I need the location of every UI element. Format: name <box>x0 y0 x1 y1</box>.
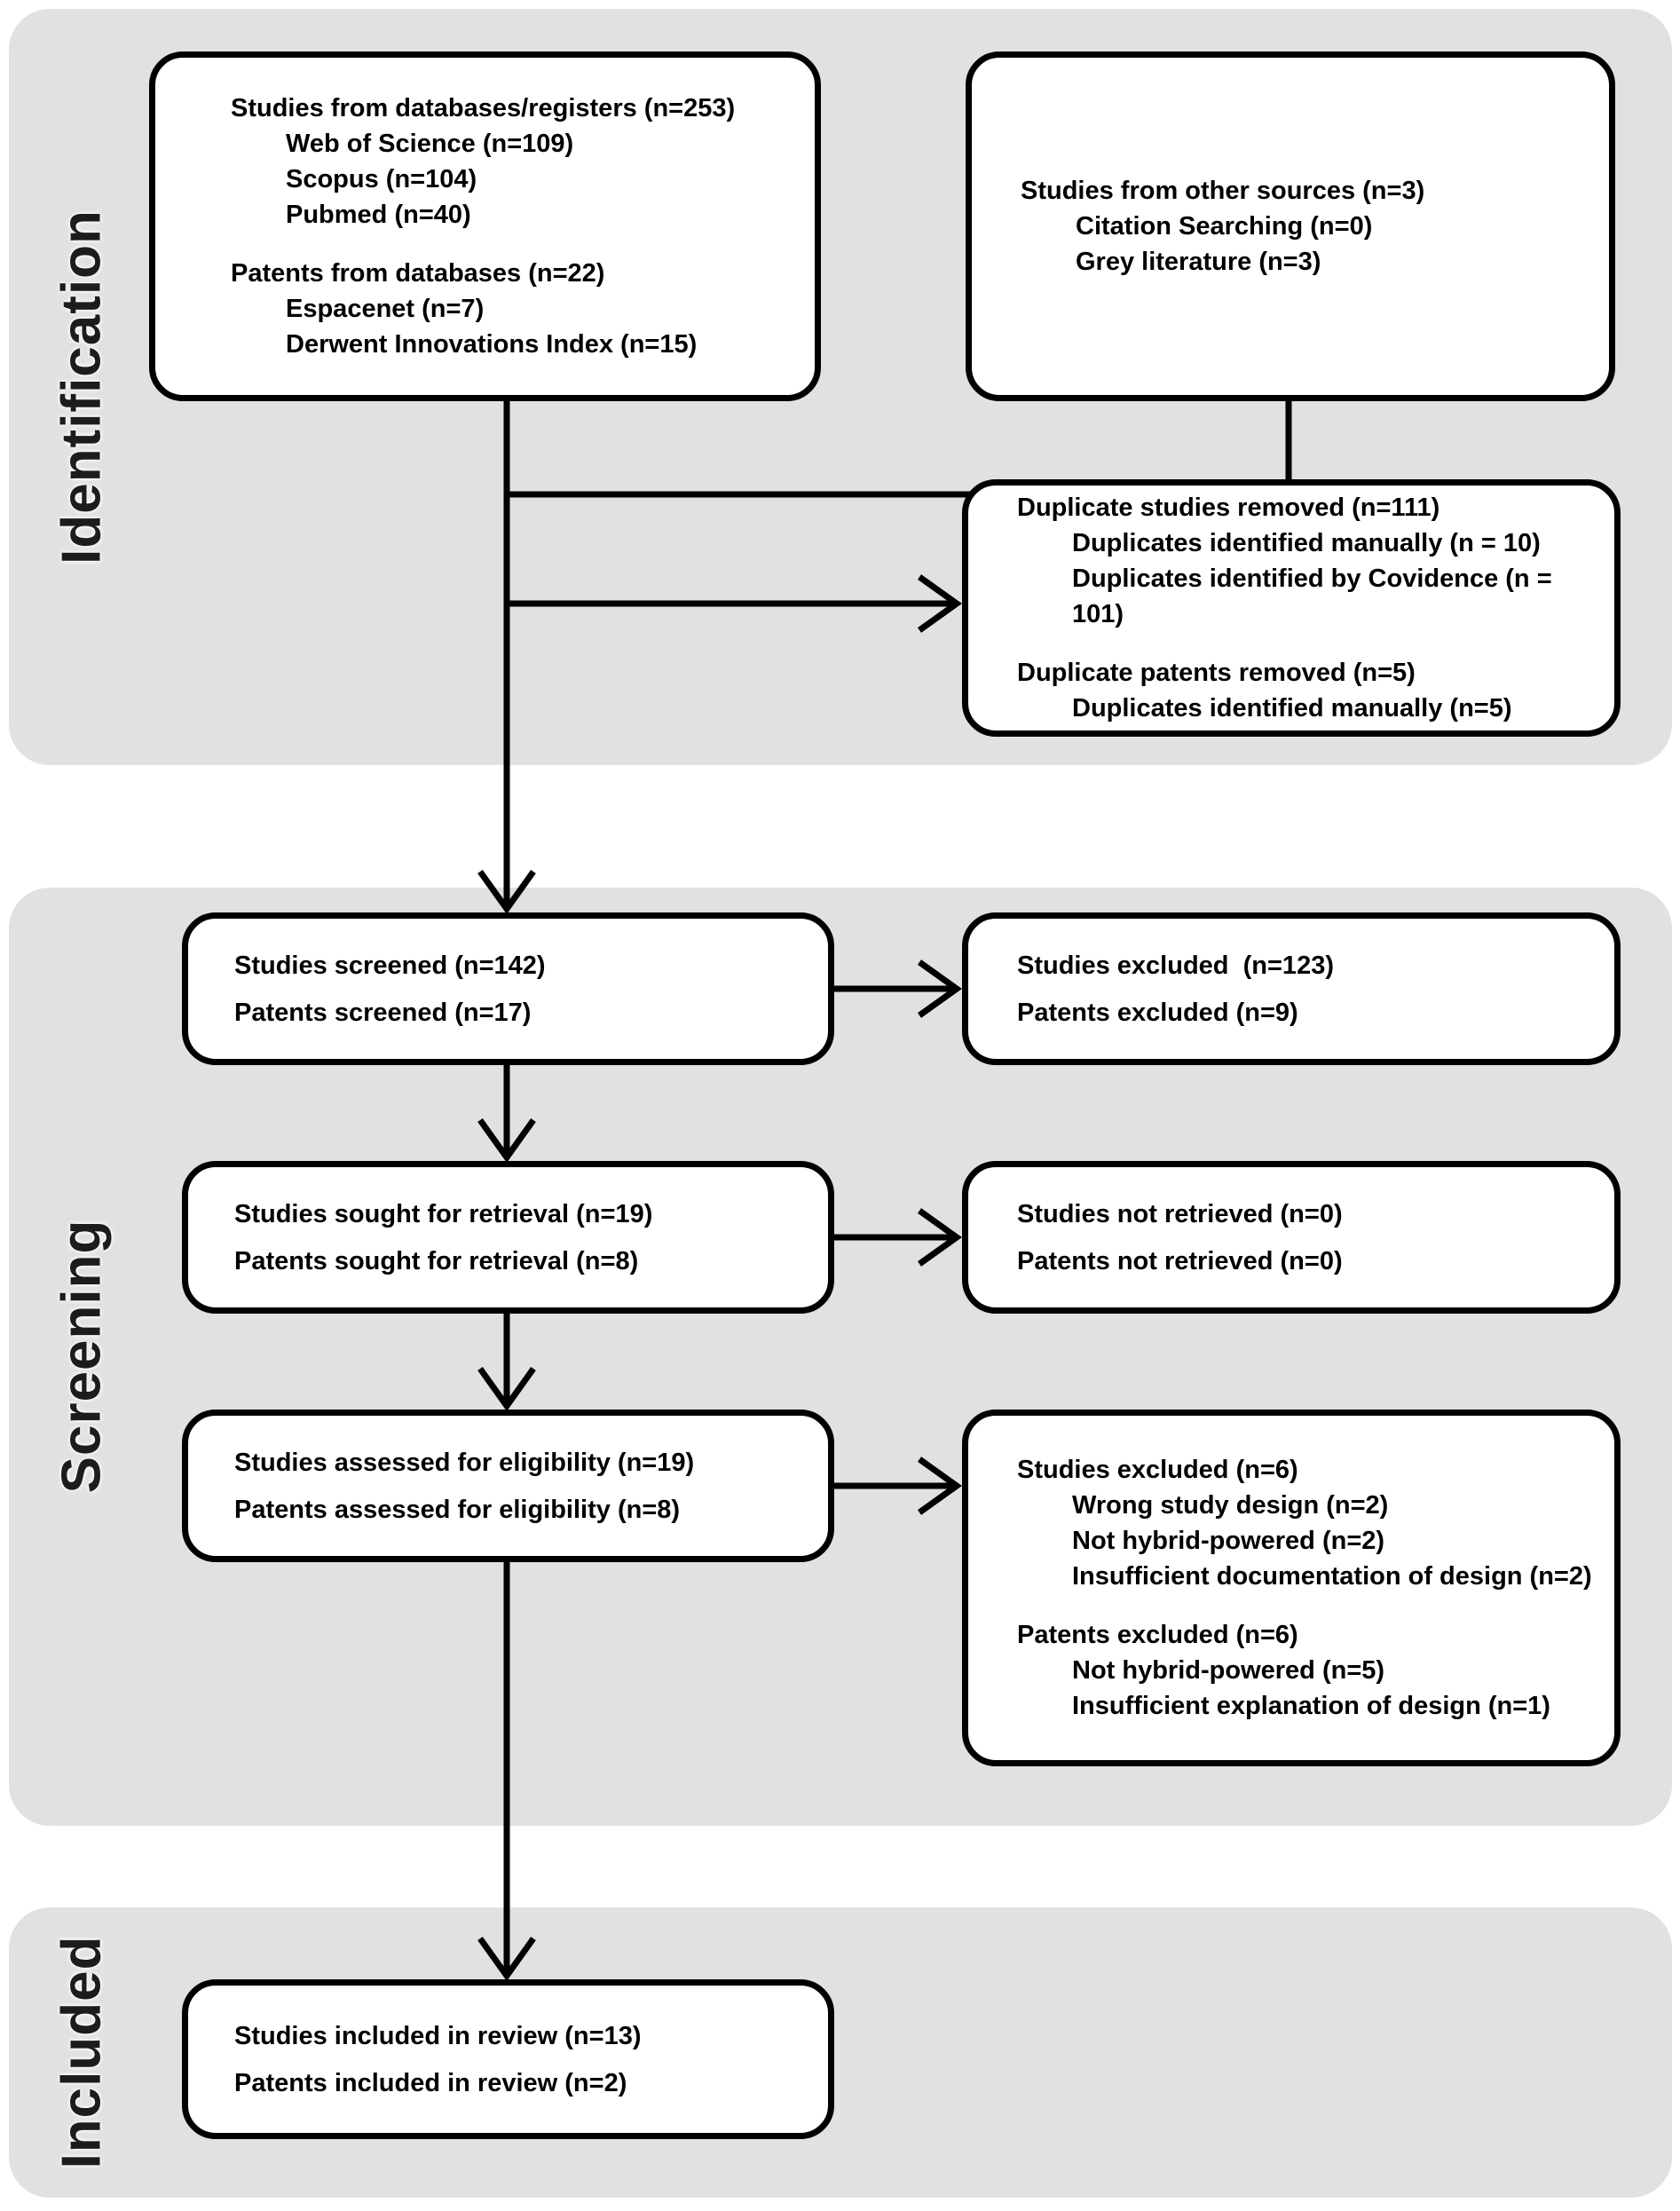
box-line: Grey literature (n=3) <box>1076 248 1321 276</box>
box-line: Studies included in review (n=13) <box>234 2021 642 2050</box>
box-line: Insufficient documentation of design (n=2) <box>1072 1562 1592 1591</box>
box-line: Studies excluded (n=123) <box>1017 951 1334 980</box>
box-other-sources <box>966 51 1615 401</box>
box-excluded-eligibility <box>962 1410 1621 1766</box>
box-line: Studies assessed for eligibility (n=19) <box>234 1448 695 1477</box>
box-not-retrieved <box>962 1161 1621 1314</box>
box-line: Duplicates identified manually (n = 10) <box>1072 529 1541 557</box>
box-line: Duplicates identified by Covidence (n = 101) <box>1072 565 1559 628</box>
box-assessed-eligibility <box>182 1410 834 1562</box>
box-line: Not hybrid-powered (n=2) <box>1072 1527 1385 1555</box>
box-line: Patents sought for retrieval (n=8) <box>234 1246 639 1275</box>
identification-label: Identification <box>51 209 113 565</box>
included-label: Included <box>51 1935 113 2169</box>
box-line: Wrong study design (n=2) <box>1072 1491 1389 1520</box>
box-line: Patents included in review (n=2) <box>234 2068 627 2097</box>
box-line: Studies not retrieved (n=0) <box>1017 1199 1343 1228</box>
box-excluded-screening <box>962 912 1621 1065</box>
box-line: Studies excluded (n=6) <box>1017 1456 1298 1484</box>
box-line: Pubmed (n=40) <box>286 201 471 229</box>
box-line: Patents from databases (n=22) <box>231 259 605 288</box>
box-line: Duplicates identified manually (n=5) <box>1072 694 1512 723</box>
box-line: Web of Science (n=109) <box>286 130 574 158</box>
box-line: Patents screened (n=17) <box>234 998 532 1027</box>
box-sought-retrieval <box>182 1161 834 1314</box>
box-line: Not hybrid-powered (n=5) <box>1072 1656 1385 1685</box>
box-line: Studies sought for retrieval (n=19) <box>234 1199 653 1228</box>
box-line: Scopus (n=104) <box>286 165 477 193</box>
box-line: Studies screened (n=142) <box>234 951 546 980</box>
box-line: Patents assessed for eligibility (n=8) <box>234 1495 681 1524</box>
screening-label: Screening <box>51 1219 113 1494</box>
box-duplicates-removed <box>962 479 1621 737</box>
box-screened <box>182 912 834 1065</box>
box-line: Studies from other sources (n=3) <box>1021 177 1425 205</box>
box-databases <box>149 51 821 401</box>
box-line: Patents excluded (n=6) <box>1017 1621 1298 1649</box>
box-line: Patents excluded (n=9) <box>1017 998 1298 1027</box>
box-line: Duplicate patents removed (n=5) <box>1017 659 1416 687</box>
box-line: Derwent Innovations Index (n=15) <box>286 330 698 359</box>
box-line: Duplicate studies removed (n=111) <box>1017 494 1440 522</box>
box-line: Studies from databases/registers (n=253) <box>231 94 736 122</box>
box-line: Patents not retrieved (n=0) <box>1017 1246 1343 1275</box>
box-line: Insufficient explanation of design (n=1) <box>1072 1692 1550 1720</box>
box-line: Espacenet (n=7) <box>286 295 485 323</box>
box-line: Citation Searching (n=0) <box>1076 212 1373 241</box>
box-included-review <box>182 1979 834 2139</box>
